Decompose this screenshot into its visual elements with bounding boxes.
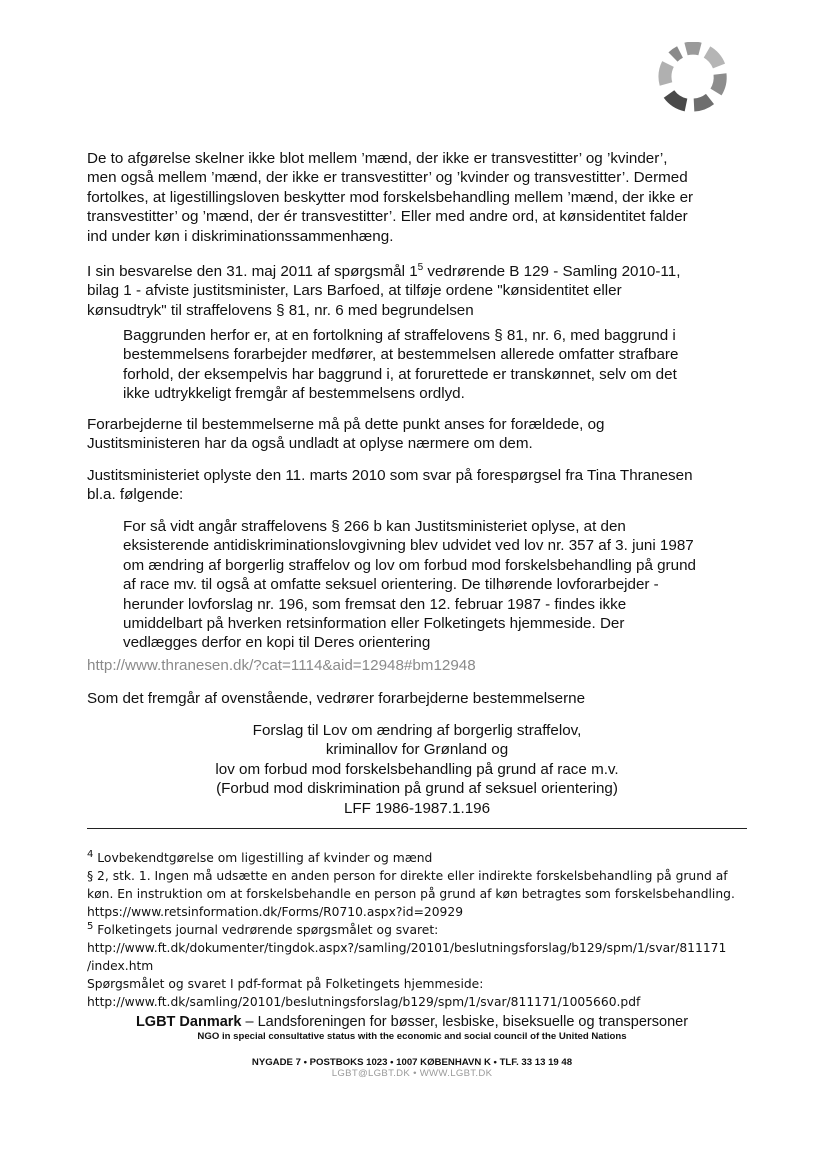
quote-ministry: For så vidt angår straffelovens § 266 b kan Justitsministeriet oplyse, at den eksisterende antidiskriminationslovgivning blev udvidet ved lov nr. 357 af 3. juni 1987 om ændring af borgerlig straffelov og lov om forbud mod forskelsbehandling på grund af race mv. til også at omfatte seksuel orientering. De tilhørende lovforarbejder - herunder lovforslag nr. 196, som fremsat den 12. februar 1987 - findes ikke umiddelbart på hverken retsinformation eller Folketingets hjemmeside. Der vedlægges derfor en kopi til Deres orientering: [123, 518, 696, 652]
paragraph-ministry-reply: Justitsministeriet oplyste den 11. marts 2010 som svar på forespørgsel fra Tina Thranesen bl.a. følgende:: [87, 467, 693, 504]
footnote-5: $^5$ Folketingets journal vedrørende spørgsmålet og svaret: http://www.ft.dk/dokumenter/tingdok.aspx?/samling/20101/beslutningsforslag/b129/spm/1/svar/811171 /index.htm Spørgsmålet og svaret I pdf-format på Folketingets hjemmeside: http://www.ft.dk/samling/20101/beslutningsforslag/b129/spm/1/svar/811171/1005660.pdf: [87, 921, 767, 1011]
footnote-4: $^4$ Lovbekendtgørelse om ligestilling af kvinder og mænd § 2, stk. 1. Ingen må udsætte en anden person for direkte eller indirekte forskelsbehandling på grund af køn. En instruktion om at forskelsbehandle en person på grund af køn betragtes som forskelsbehandling. https://www.retsinformation.dk/Forms/R0710.aspx?id=20929: [87, 849, 767, 921]
footer-contact[interactable]: LGBT@LGBT.DK • WWW.LGBT.DK: [331, 1068, 493, 1079]
paragraph-conclusion: Som det fremgår af ovenstående, vedrører forarbejderne bestemmelserne: [87, 690, 586, 707]
ft-pdf-link[interactable]: http://www.ft.dk/samling/20101/beslutningsforslag/b129/spm/1/svar/811171/1005660.pdf: [87, 995, 641, 1009]
footer-ngo-status: NGO in special consultative status with the economic and social council of the United Nations: [197, 1031, 627, 1042]
thranesen-link[interactable]: http://www.thranesen.dk/?cat=1114&aid=12948#bm12948: [87, 657, 476, 674]
paragraph-gender-identity: De to afgørelse skelner ikke blot mellem ’mænd, der ikke er transvestitter’ og ’kvinder’, men også mellem ’mænd, der ikke er transvestitter’ og ’kvinder og transvestitter’. Dermed fortolkes, at ligestillingsloven beskytter mod forskelsbehandling mellem ’mænd, der ikke er transvestitter’ og ’mænd, der ér transvestitter’. Eller med andre ord, at kønsidentitet falder ind under køn i diskriminationssammenhæng.: [87, 150, 694, 245]
footnote-divider: [87, 828, 747, 829]
ft-journal-link[interactable]: http://www.ft.dk/dokumenter/tingdok.aspx?/samling/20101/beslutningsforslag/b129/spm/1/svar/811171: [87, 941, 727, 955]
quote-justice-minister: Baggrunden herfor er, at en fortolkning af straffelovens § 81, nr. 6, med baggrund i bestemmelsens forarbejder medfører, at bestemmelsen allerede omfatter strafbare forhold, der eksempelvis har baggrund i, at forurettede er transkønnet, selv om det ikke udtrykkeligt fremgår af bestemmelsens ordlyd.: [123, 327, 679, 403]
footnote-ref-5: 5: [417, 261, 424, 273]
footer-address: NYGADE 7 • POSTBOKS 1023 • 1007 KØBENHAVN K • TLF. 33 13 19 48: [251, 1057, 573, 1068]
footer-organization: LGBT Danmark – Landsforeningen for bøsser, lesbiske, biseksuelle og transpersoner: [135, 1014, 689, 1030]
ring-logo-icon: [658, 42, 728, 112]
retsinformation-link[interactable]: https://www.retsinformation.dk/Forms/R0710.aspx?id=20929: [87, 905, 464, 919]
paragraph-outdated: Forarbejderne til bestemmelserne må på dette punkt anses for forældede, og Justitsministeren har da også undladt at oplyse nærmere om dem.: [87, 416, 605, 453]
bill-title-block: Forslag til Lov om ændring af borgerlig straffelov, kriminallov for Grønland og lov om forbud mod forskelsbehandling på grund af race m.v. (Forbud mod diskrimination på grund af seksuel orientering) LFF 1986-1987.1.196: [215, 722, 619, 817]
paragraph-minister-answer: I sin besvarelse den 31. maj 2011 af spørgsmål $1^5$ vedrørende B 129 - Samling 2010-11, bilag 1 - afviste justitsminister, Lars Barfoed, at tilføje ordene "kønsidentitet eller kønsudtryk" til straffelovens § 81, nr. 6 med begrundelsen: [87, 261, 681, 319]
